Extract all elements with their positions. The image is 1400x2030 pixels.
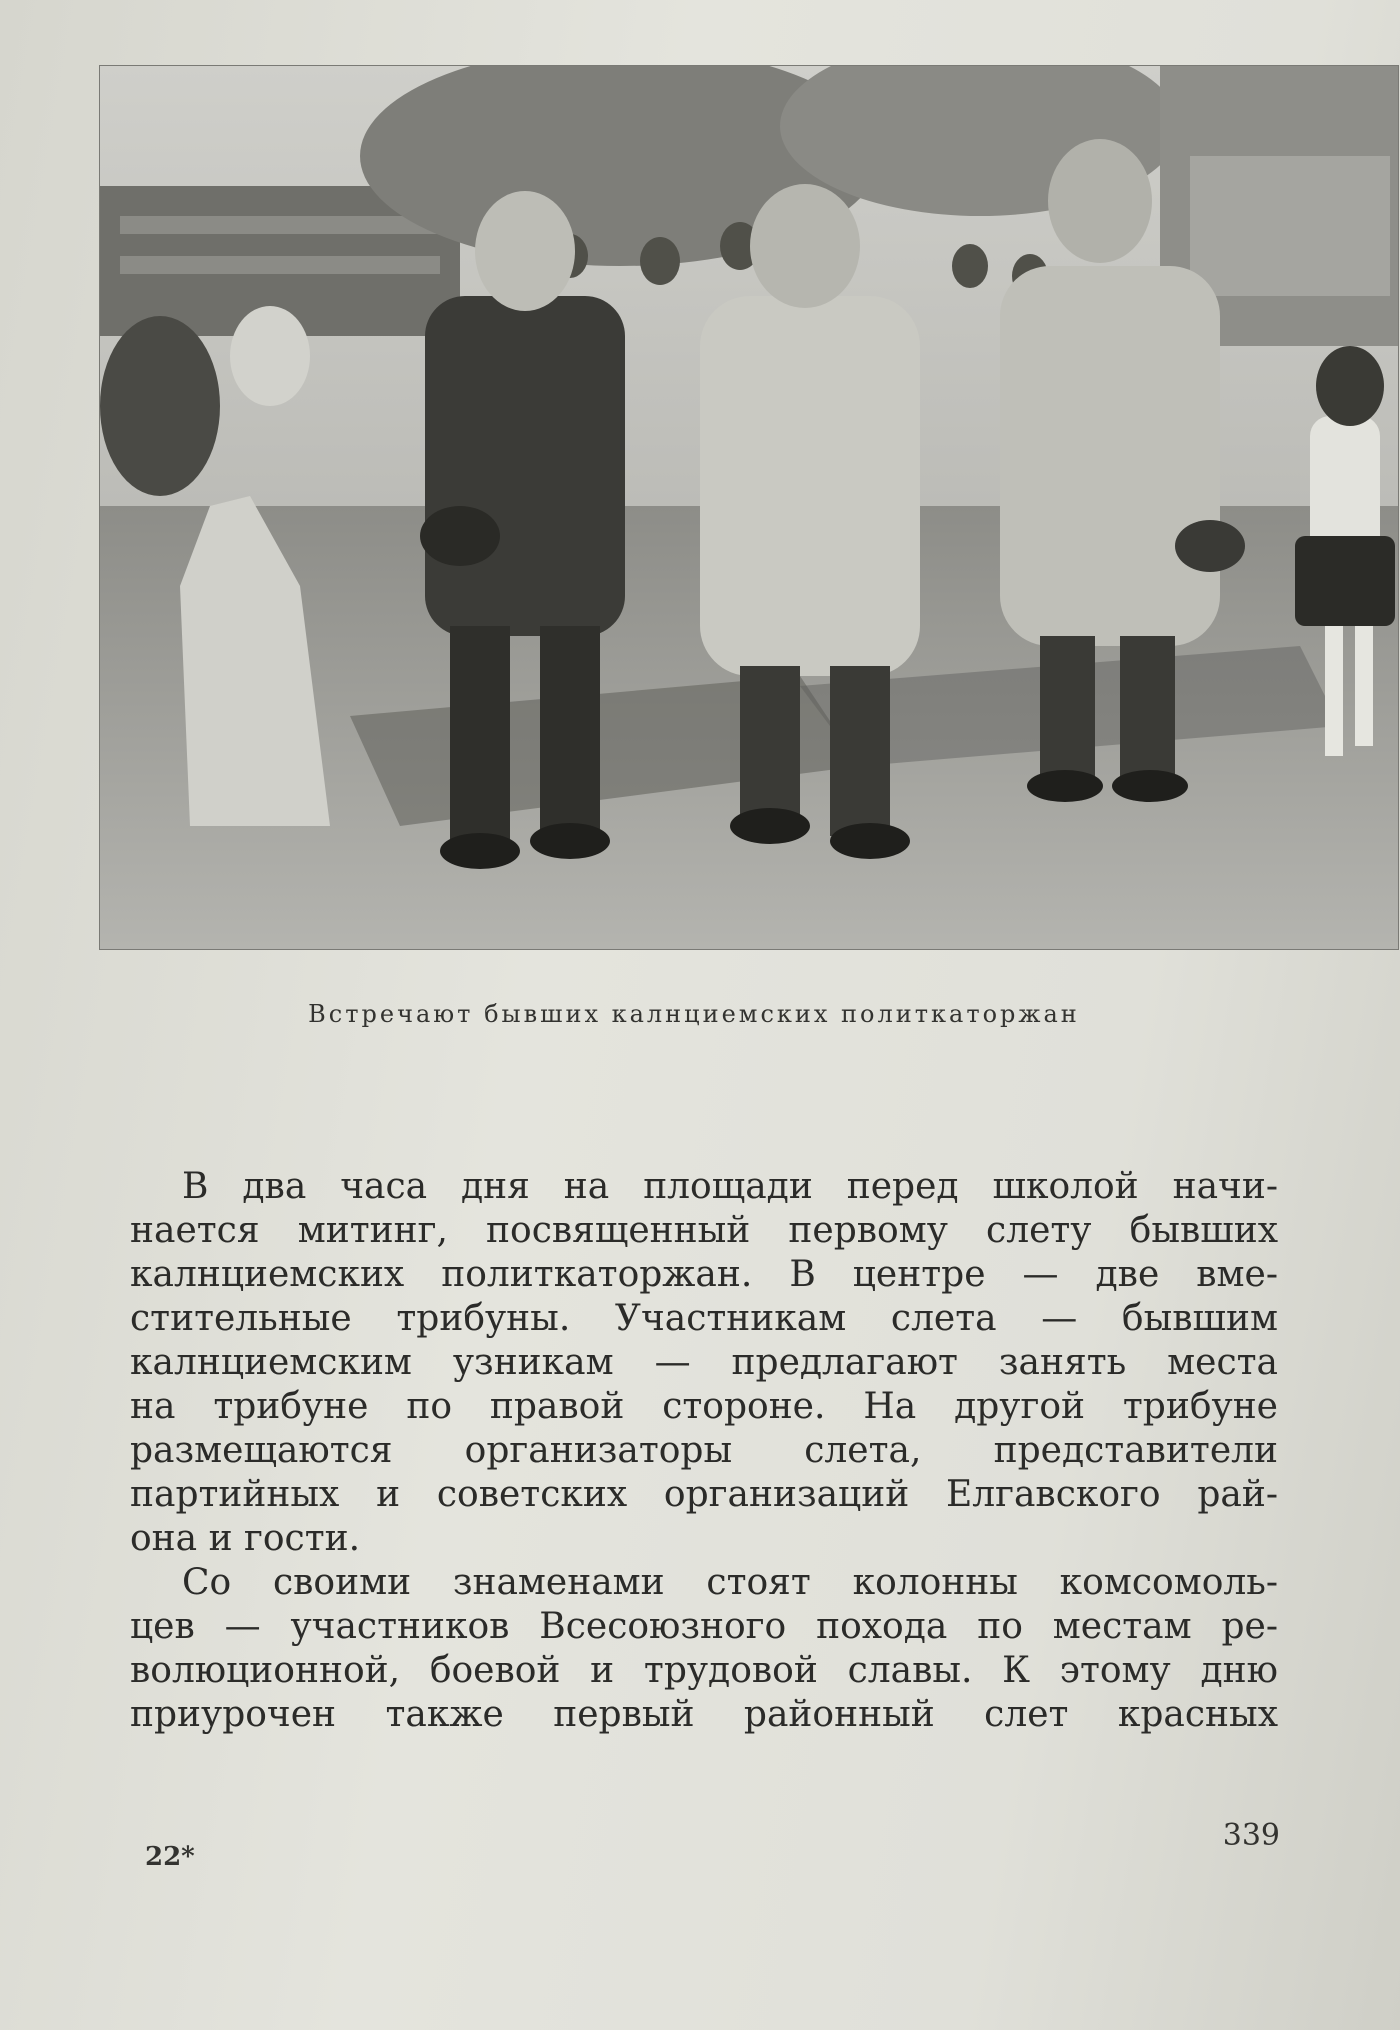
page-number: 339 (1222, 1818, 1280, 1853)
text-line: волюционной, боевой и трудовой славы. К этому дню (130, 1650, 1278, 1691)
text-line: нается митинг, посвященный первому слету бывших (130, 1210, 1278, 1251)
photo-caption: Встречают бывших калнциемских политкаторжан (308, 1000, 1080, 1028)
text-line: В два часа дня на площади перед школой начи- (182, 1166, 1278, 1207)
text-line: калнциемских политкаторжан. В центре — две вме- (130, 1254, 1278, 1295)
body-text (130, 1165, 1278, 1737)
photograph (100, 66, 1398, 949)
text-line: стительные трибуны. Участникам слета — бывшим (130, 1298, 1278, 1339)
text-line: цев — участников Всесоюзного похода по местам ре- (130, 1606, 1278, 1647)
text-line: Со своими знаменами стоят колонны комсомоль- (182, 1562, 1278, 1603)
text-line: она и гости. (130, 1518, 361, 1559)
text-line: калнциемским узникам — предлагают занять места (130, 1342, 1278, 1383)
text-line: на трибуне по правой стороне. На другой трибуне (130, 1386, 1278, 1427)
text-line: партийных и советских организаций Елгавского рай- (130, 1474, 1278, 1515)
text-line: приурочен также первый районный слет красных (130, 1694, 1278, 1735)
signature-mark: 22* (145, 1842, 195, 1872)
text-line: размещаются организаторы слета, представители (130, 1430, 1278, 1471)
photo-image (100, 66, 1398, 949)
